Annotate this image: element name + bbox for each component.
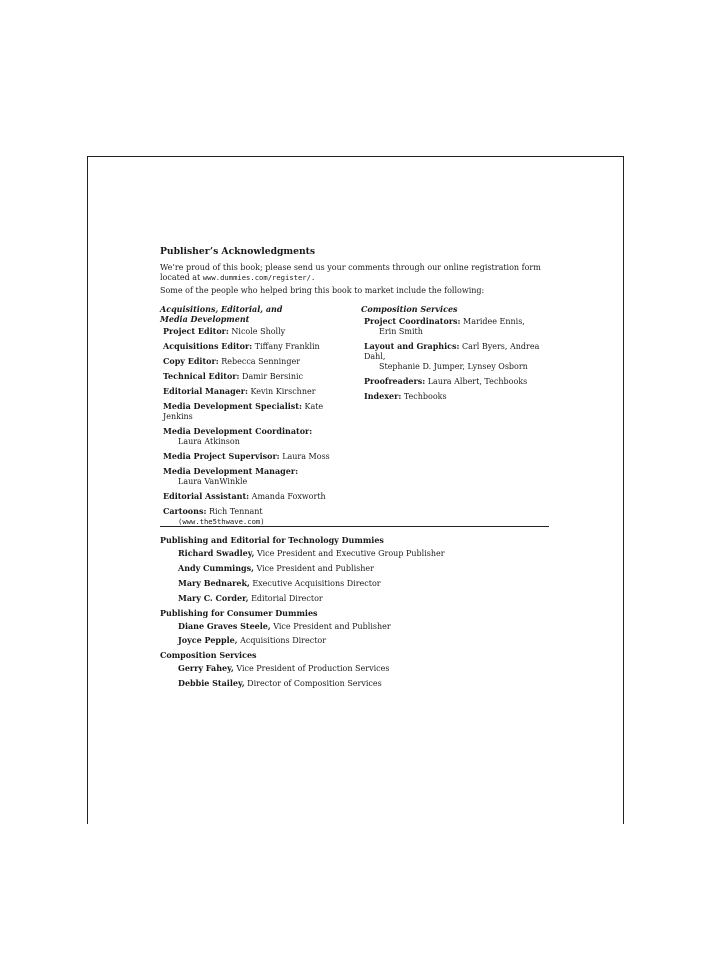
credit-line (364, 376, 556, 387)
right-entries (361, 316, 556, 402)
intro-line-1: We’re proud of this book; please send us your comments through our online registration form (160, 263, 541, 272)
right-column-heading: Composition Services (361, 304, 458, 314)
credit-role: Project Coordinators: (364, 316, 461, 326)
executive-name: Richard Swadley, (178, 548, 255, 558)
executive-name: Andy Cummings, (178, 562, 254, 573)
credit-line (163, 386, 350, 397)
executive-entry (160, 563, 550, 574)
credit-entry (361, 341, 556, 372)
credit-role: Media Development Specialist: (163, 401, 302, 411)
left-entries (160, 326, 350, 527)
credit-name: Laura Albert, Techbooks (427, 377, 528, 386)
credit-role: Indexer: (364, 391, 402, 401)
credit-line (163, 506, 350, 517)
credit-role: Copy Editor: (163, 356, 219, 366)
credit-continuation: Laura VanWinkle (178, 477, 248, 486)
credit-name: Nicole Sholly (231, 327, 286, 336)
group-heading: Publishing and Editorial for Technology Dummies (160, 535, 384, 545)
executive-title: Executive Acquisitions Director (252, 578, 381, 588)
credit-name: Tiffany Franklin (254, 342, 320, 351)
credit-line (163, 371, 350, 382)
credit-line (163, 401, 350, 422)
credit-role: Media Development Coordinator: (163, 426, 313, 436)
credit-role: Editorial Manager: (163, 386, 248, 396)
credit-role: Media Project Supervisor: (163, 451, 280, 461)
credit-entry (160, 426, 350, 447)
credit-line (163, 426, 350, 437)
credit-role: Technical Editor: (163, 371, 240, 381)
intro-line-2 (160, 273, 550, 283)
group-heading: Publishing for Consumer Dummies (160, 607, 318, 618)
credit-name: Kate Jenkins (163, 402, 324, 421)
left-heading-line-2: Media Development (160, 314, 250, 324)
intro (160, 263, 550, 296)
credit-entry (160, 386, 350, 397)
executive-title: Vice President and Publisher (273, 621, 391, 631)
executive-name: Joyce Pepple, (178, 635, 238, 646)
acknowledgments-content (160, 246, 550, 693)
executive-entry (160, 678, 550, 689)
credit-name: Maridee Ennis, (463, 317, 525, 326)
page-heading: Publisher’s Acknowledgments (160, 246, 316, 257)
credit-continuation: Erin Smith (379, 327, 423, 336)
credit-continuation: Stephanie D. Jumper, Lynsey Osborn (379, 362, 528, 371)
credit-name: Damir Bersinic (242, 372, 304, 381)
executive-entry (160, 621, 550, 632)
credit-line (163, 466, 350, 477)
credits-columns (160, 304, 550, 526)
credit-role: Cartoons: (163, 506, 207, 516)
credit-name: Kevin Kirschner (250, 387, 316, 396)
executive-name: Debbie Stailey, (178, 678, 245, 689)
credit-entry (160, 341, 350, 352)
credit-line (163, 451, 350, 462)
register-url: www.dummies.com/register/. (202, 273, 316, 282)
left-column (160, 304, 350, 531)
credit-role: Media Development Manager: (163, 466, 299, 476)
credit-name: Amanda Foxworth (251, 492, 326, 501)
intro-line-2-text: located at (160, 273, 201, 282)
group-heading: Composition Services (160, 650, 257, 661)
executive-title: Vice President and Executive Group Publisher (256, 549, 445, 558)
credit-entry (160, 326, 350, 337)
credit-continuation: (www.the5thwave.com) (178, 517, 265, 526)
credit-role: Acquisitions Editor: (163, 341, 253, 351)
executive-name: Gerry Fahey, (178, 663, 234, 674)
credit-entry (361, 376, 556, 387)
credit-entry (160, 356, 350, 367)
executive-entry (160, 578, 550, 589)
executive-name: Mary C. Corder, (178, 592, 249, 603)
credit-line (163, 326, 350, 337)
credit-line (364, 391, 556, 402)
right-column (361, 304, 556, 406)
executive-name: Mary Bednarek, (178, 577, 250, 588)
executive-title: Vice President of Production Services (236, 664, 390, 674)
executive-name: Diane Graves Steele, (178, 620, 271, 631)
credit-entry (160, 466, 350, 487)
left-column-heading (160, 304, 350, 324)
credit-entry (361, 316, 556, 337)
intro-line-3: Some of the people who helped bring this book to market include the following: (160, 286, 485, 295)
executive-title: Editorial Director (251, 593, 323, 603)
executive-title: Acquisitions Director (240, 636, 327, 646)
credit-role: Editorial Assistant: (163, 491, 250, 501)
credit-entry (160, 371, 350, 382)
credit-role: Proofreaders: (364, 376, 426, 386)
credit-role: Layout and Graphics: (364, 341, 460, 351)
credit-continuation: Laura Atkinson (178, 437, 240, 446)
credit-entry (160, 506, 350, 527)
credit-role: Project Editor: (163, 326, 229, 336)
credit-line (364, 316, 556, 327)
credit-entry (160, 401, 350, 422)
credit-name: Carl Byers, Andrea Dahl, (364, 342, 540, 361)
credit-line (163, 356, 350, 367)
credit-line (163, 491, 350, 502)
credit-line (163, 341, 350, 352)
executive-entry (160, 663, 550, 674)
credit-name: Rich Tennant (208, 507, 263, 516)
executive-entry (160, 593, 550, 604)
credit-entry (160, 451, 350, 462)
executive-title: Director of Composition Services (247, 679, 382, 689)
executive-entry (160, 548, 550, 559)
credit-name: Laura Moss (282, 452, 330, 461)
executive-entry (160, 635, 550, 646)
executive-credits (160, 535, 550, 689)
credit-entry (160, 491, 350, 502)
left-heading-line-1: Acquisitions, Editorial, and (160, 304, 283, 314)
credit-line (364, 341, 556, 362)
credit-name: Techbooks (403, 392, 447, 401)
executive-title: Vice President and Publisher (256, 563, 374, 573)
credit-name: Rebecca Senninger (221, 357, 301, 366)
credit-entry (361, 391, 556, 402)
